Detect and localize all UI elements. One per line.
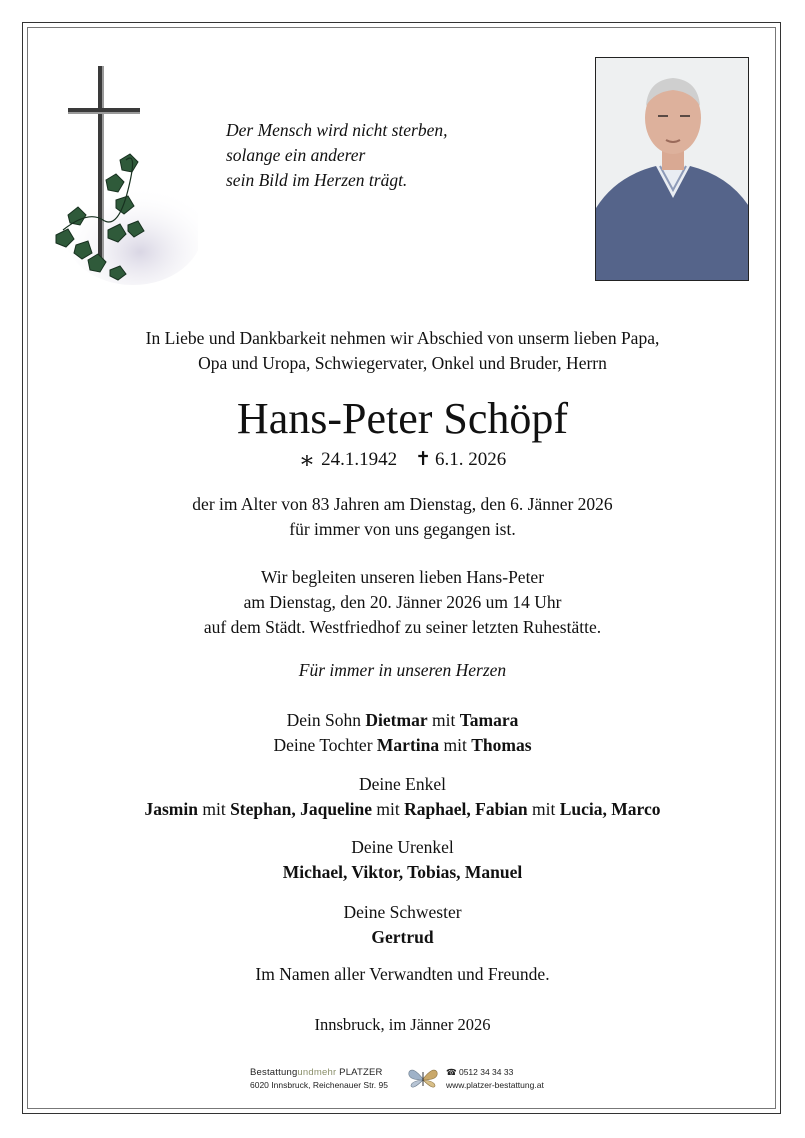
closing-line: Im Namen aller Verwandten und Freunde. <box>255 964 550 984</box>
phone-line <box>446 1066 544 1079</box>
funeral-home-info <box>250 1066 388 1092</box>
great-grandchildren-section <box>0 835 805 885</box>
service-line: Wir begleiten unseren lieben Hans-Peter <box>260 567 545 587</box>
death-notice-line: für immer von uns gegangen ist. <box>289 519 516 539</box>
intro-line: Opa und Uropa, Schwiegervater, Onkel und Bruder, Herrn <box>198 353 607 373</box>
grandchildren-section <box>0 772 805 822</box>
son-partner: Tamara <box>459 710 519 730</box>
daughter-partner: Thomas <box>471 735 532 755</box>
death-notice-line: der im Alter von 83 Jahren am Dienstag, den 6. Jänner 2026 <box>192 494 613 514</box>
death-notice <box>0 492 805 542</box>
children-list <box>0 708 805 758</box>
website-link[interactable]: www.platzer-bestattung.at <box>446 1080 544 1090</box>
grandchildren-names: Jasmin mit Stephan, Jaqueline mit Raphael, Fabian mit Lucia, Marco <box>144 799 661 819</box>
farewell-intro <box>0 326 805 376</box>
quote-line: sein Bild im Herzen trägt. <box>226 170 408 190</box>
birth-star-icon: ∗ <box>298 448 316 474</box>
phone-number: 0512 34 34 33 <box>458 1067 514 1077</box>
son-name: Dietmar <box>365 710 428 730</box>
daughter-name: Martina <box>376 735 440 755</box>
funeral-service-info <box>0 565 805 640</box>
funeral-home-address: 6020 Innsbruck, Reichenauer Str. 95 <box>250 1080 388 1090</box>
great-grandchildren-heading: Deine Urenkel <box>351 837 454 857</box>
deceased-name: Hans-Peter Schöpf <box>236 394 569 443</box>
funeral-home-contact <box>446 1066 544 1092</box>
cross-with-ivy-image <box>48 60 198 300</box>
daughter-line: Deine Tochter Martina mit Thomas <box>273 735 532 755</box>
portrait-photo <box>595 57 749 281</box>
intro-line: In Liebe und Dankbarkeit nehmen wir Abschied von unserm lieben Papa, <box>145 328 660 348</box>
quote-line: Der Mensch wird nicht sterben, <box>226 120 448 140</box>
birth-date: 24.1.1942 <box>321 449 398 470</box>
quote-line: solange ein anderer <box>226 145 366 165</box>
sister-section <box>0 900 805 950</box>
death-date: 6.1. 2026 <box>434 449 507 470</box>
place-and-date: Innsbruck, im Jänner 2026 <box>314 1015 491 1034</box>
funeral-home-logo: Bestattungundmehr PLATZER <box>250 1067 383 1078</box>
son-line: Dein Sohn Dietmar mit Tamara <box>286 710 519 730</box>
memorial-quote <box>226 118 447 193</box>
phone-icon: ☎ <box>446 1067 457 1077</box>
life-dates <box>0 447 805 474</box>
motto: Für immer in unseren Herzen <box>298 660 507 680</box>
sister-name: Gertrud <box>371 927 434 947</box>
service-line: auf dem Städt. Westfriedhof zu seiner letzten Ruhestätte. <box>203 617 602 637</box>
death-cross-icon: ✝ <box>415 449 431 470</box>
grandchildren-heading: Deine Enkel <box>359 774 446 794</box>
great-grandchildren-names: Michael, Viktor, Tobias, Manuel <box>282 862 523 882</box>
sister-heading: Deine Schwester <box>343 902 462 922</box>
service-line: am Dienstag, den 20. Jänner 2026 um 14 Uhr <box>243 592 562 612</box>
butterfly-icon <box>407 1066 439 1092</box>
